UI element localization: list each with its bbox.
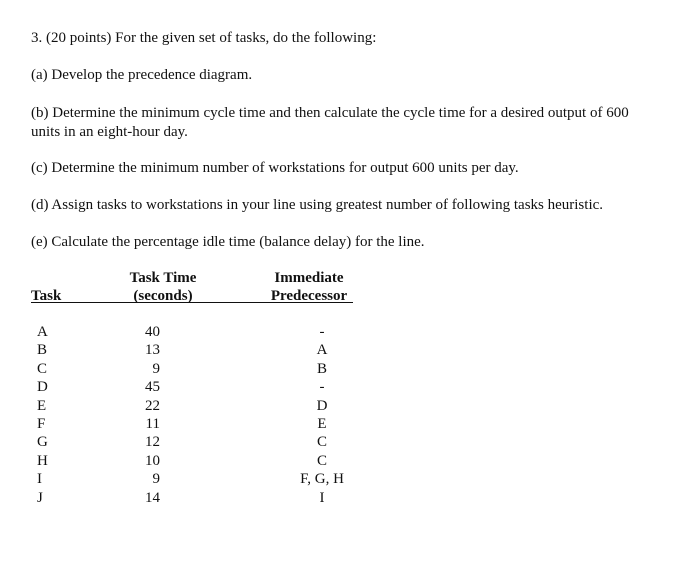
predecessor-cell: I xyxy=(319,489,325,506)
header-task: Task xyxy=(31,288,62,304)
predecessor-cell: E xyxy=(317,415,327,432)
time-cell: 14 xyxy=(145,489,160,506)
predecessor-cell: B xyxy=(316,360,327,377)
time-cell: 13 xyxy=(145,342,160,359)
table-row xyxy=(0,341,687,359)
table-row xyxy=(0,397,687,415)
predecessor-cell: C xyxy=(316,452,327,469)
header-task-time-line1: Task Time xyxy=(129,270,197,286)
predecessor-cell: - xyxy=(319,379,325,396)
table-row xyxy=(0,360,687,378)
task-cell: H xyxy=(37,452,48,469)
time-cell: 11 xyxy=(145,415,160,432)
part-c-text: (c) Determine the minimum number of workstations for output 600 units per day. xyxy=(31,160,519,176)
task-cell: I xyxy=(37,471,42,488)
time-cell: 40 xyxy=(145,324,160,340)
predecessor-cell: C xyxy=(316,434,327,451)
task-cell: J xyxy=(37,489,43,506)
table-row xyxy=(0,433,687,451)
task-cell: D xyxy=(37,379,48,396)
task-cell: B xyxy=(37,342,48,359)
part-a-text: (a) Develop the precedence diagram. xyxy=(31,67,253,83)
task-cell: A xyxy=(37,324,48,340)
header-task-time xyxy=(118,269,208,305)
predecessor-cell: - xyxy=(319,324,325,340)
table-row xyxy=(0,489,687,507)
part-d-text: (d) Assign tasks to workstations in your line using greatest number of following tasks heuristic. xyxy=(31,197,604,213)
task-cell: F xyxy=(37,415,46,432)
table-row xyxy=(0,415,687,433)
table-row xyxy=(0,452,687,470)
header-predecessor-line1: Immediate xyxy=(274,270,344,286)
predecessor-cell: F, G, H xyxy=(300,471,344,488)
task-cell: E xyxy=(37,397,47,414)
time-cell: 10 xyxy=(145,452,160,469)
predecessor-cell: A xyxy=(316,342,328,359)
table-row xyxy=(0,470,687,488)
question-title: 3. (20 points) For the given set of tasks, do the following: xyxy=(31,30,377,46)
time-cell: 45 xyxy=(145,379,160,396)
task-cell: G xyxy=(37,434,48,451)
part-b-text: (b) Determine the minimum cycle time and then calculate the cycle time for a desired output of 600 units in an eight-hour day. xyxy=(31,105,629,140)
header-predecessor xyxy=(262,269,356,305)
part-e-text: (e) Calculate the percentage idle time (balance delay) for the line. xyxy=(31,234,425,250)
task-cell: C xyxy=(37,360,48,377)
time-cell: 9 xyxy=(152,360,160,377)
predecessor-cell: D xyxy=(316,397,328,414)
header-task-time-line2: (seconds) xyxy=(133,288,193,304)
table-row xyxy=(0,323,687,341)
table-body xyxy=(0,323,687,507)
time-cell: 12 xyxy=(145,434,160,451)
header-underline xyxy=(31,302,353,303)
time-cell: 9 xyxy=(152,471,160,488)
header-predecessor-line2: Predecessor xyxy=(270,288,348,304)
table-row xyxy=(0,378,687,396)
time-cell: 22 xyxy=(145,397,160,414)
